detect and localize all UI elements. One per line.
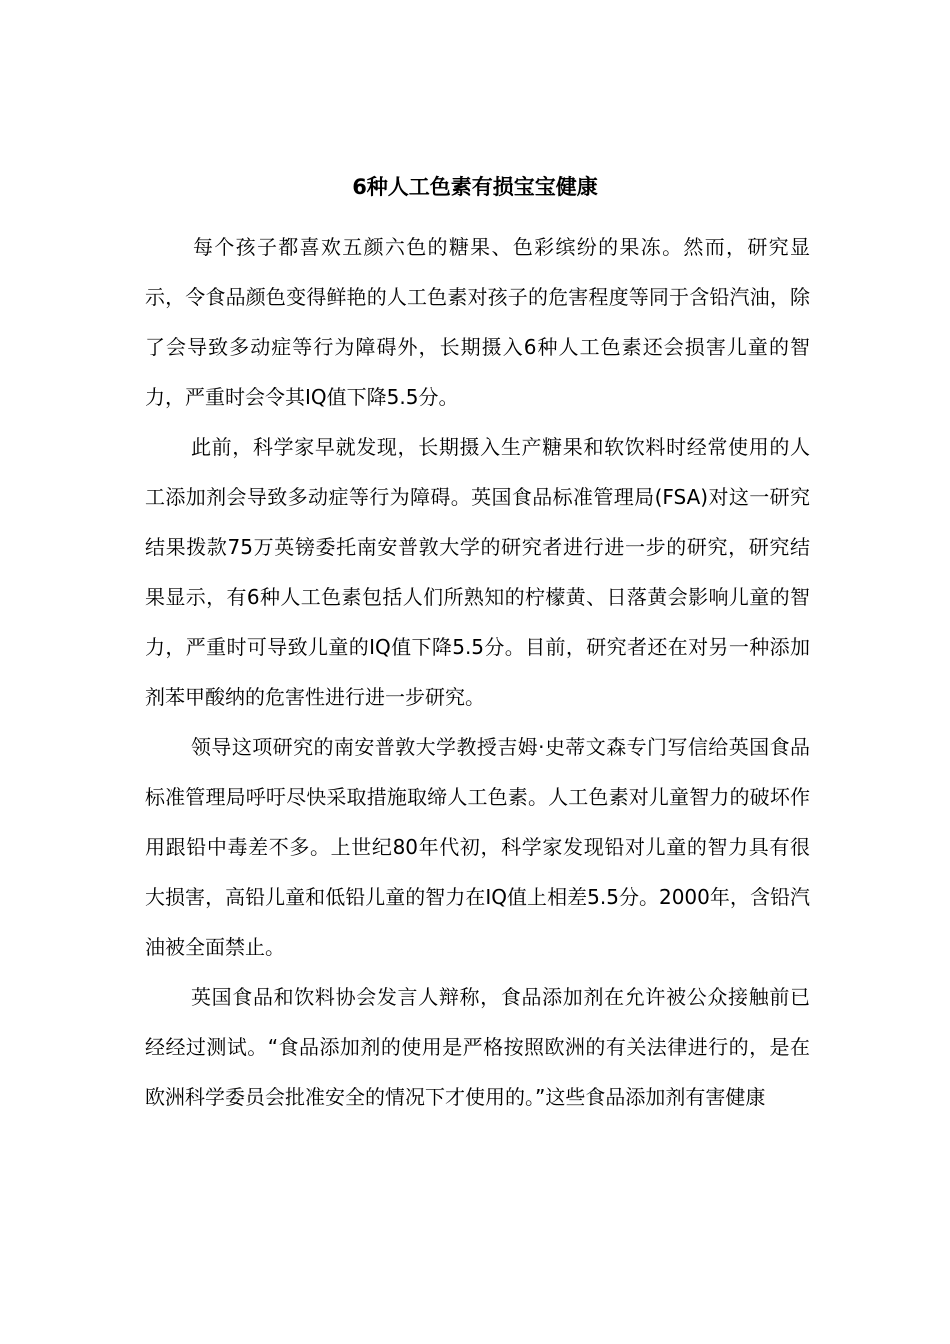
paragraph-4: 英国食品和饮料协会发言人辩称，食品添加剂在允许被公众接触前已经经过测试。“食品添加剂的使用是严格按照欧洲的有关法律进行的，是在欧洲科学委员会批准安全的情况下才使用的。”这些食品添加剂有害健康 [145, 985, 810, 1109]
paragraph-1: 每个孩子都喜欢五颜六色的糖果、色彩缤纷的果冻。然而，研究显示，令食品颜色变得鲜艳的人工色素对孩子的危害程度等同于含铅汽油，除了会导致多动症等行为障碍外，长期摄入6种人工色素还会损害儿童的智力，严重时会令其IQ值下降5.5分。 [145, 235, 810, 409]
document-title: 6种人工色素有损宝宝健康 [352, 175, 598, 199]
document-body [145, 222, 810, 1122]
paragraph-3: 领导这项研究的南安普敦大学教授吉姆·史蒂文森专门写信给英国食品标准管理局呼吁尽快采取措施取缔人工色素。人工色素对儿童智力的破坏作用跟铅中毒差不多。上世纪80年代初，科学家发现铅对儿童的智力具有很大损害，高铅儿童和低铅儿童的智力在IQ值上相差5.5分。2000年，含铅汽油被全面禁止。 [145, 735, 810, 959]
paragraph-2: 此前，科学家早就发现，长期摄入生产糖果和软饮料时经常使用的人工添加剂会导致多动症等行为障碍。英国食品标准管理局(FSA)对这一研究结果拨款75万英镑委托南安普敦大学的研究者进行进一步的研究，研究结果显示，有6种人工色素包括人们所熟知的柠檬黄、日落黄会影响儿童的智力，严重时可导致儿童的IQ值下降5.5分。目前，研究者还在对另一种添加剂苯甲酸纳的危害性进行进一步研究。 [145, 435, 810, 709]
